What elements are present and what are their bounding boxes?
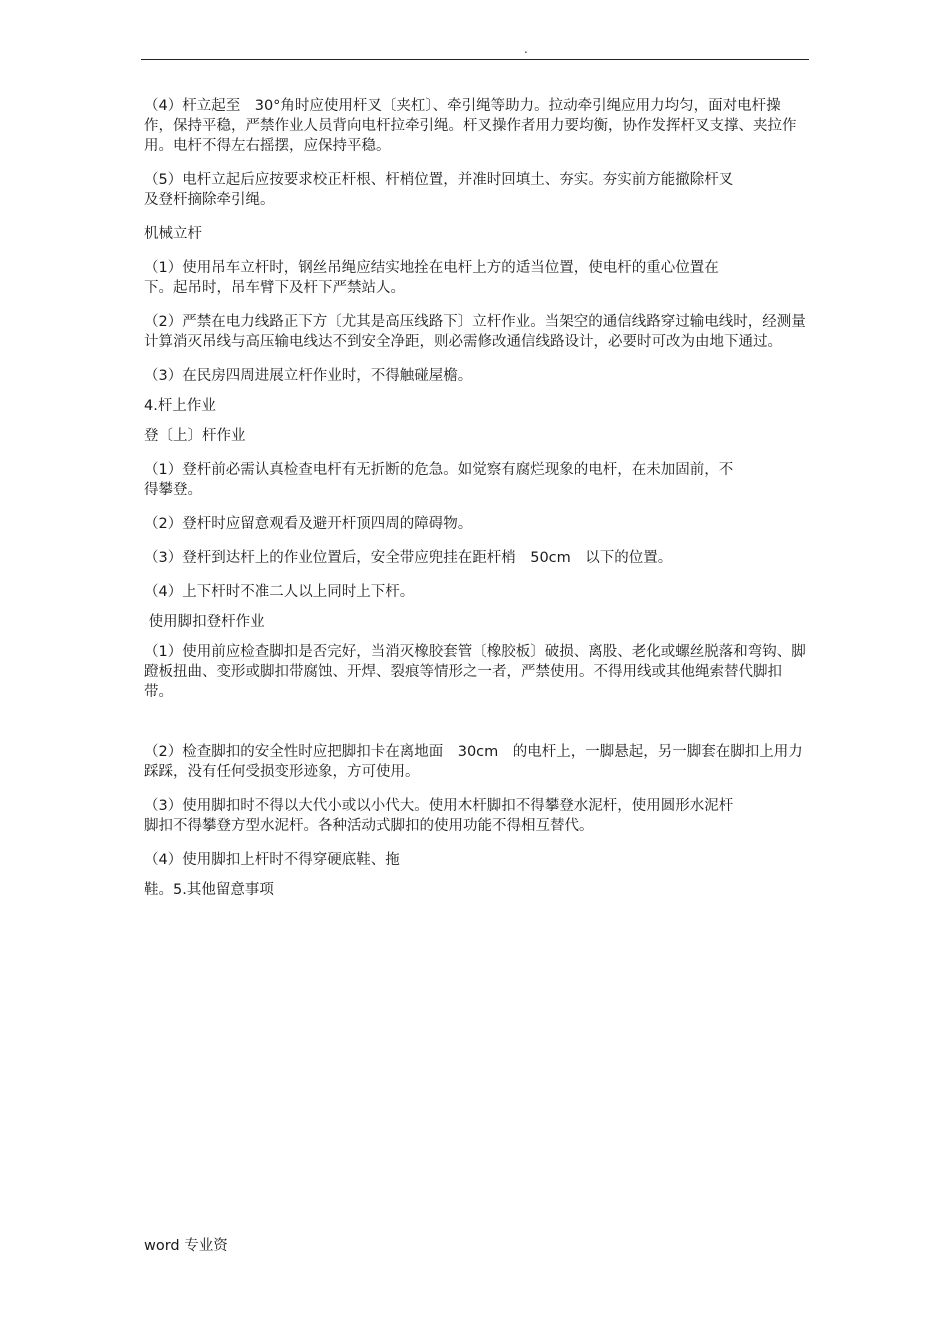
- section-heading-mechanical-raising: 机械立杆: [144, 226, 202, 242]
- header-dot: .: [524, 42, 528, 56]
- paragraph-avoid-obstacles: （2）登杆时应留意观看及避开杆顶四周的障碍物。: [144, 516, 473, 532]
- paragraph-check-before-climb: （1）登杆前必需认真检查电杆有无折断的危急。如觉察有腐烂现象的电杆，在未加固前，不 得攀登。: [144, 462, 734, 498]
- paragraph-near-houses: （3）在民房四周进展立杆作业时，不得触碰屋檐。: [144, 368, 473, 384]
- header-rule: [141, 59, 809, 60]
- paragraph-pole-correction: （5）电杆立起后应按要求校正杆根、杆梢位置，并准时回填土、夯实。夯实前方能撤除杆叉 及登杆摘除牵引绳。: [144, 172, 734, 208]
- section-heading-foot-clamp: 使用脚扣登杆作业: [144, 614, 265, 630]
- paragraph-no-hard-shoes: （4）使用脚扣上杆时不得穿硬底鞋、拖: [144, 852, 400, 868]
- paragraph-crane-raising: （1）使用吊车立杆时，钢丝吊绳应结实地拴在电杆上方的适当位置，使电杆的重心位置在 下。起吊时，吊车臂下及杆下严禁站人。: [144, 260, 719, 296]
- paragraph-pole-raise-30deg: （4）杆立起至 30°角时应使用杆叉〔夹杠〕、牵引绳等助力。拉动牵引绳应用力均匀，面对电杆操作，保持平稳，严禁作业人员背向电杆拉牵引绳。杆叉操作者用力要均衡，协作发挥杆叉支撑、夹拉作用。电杆不得左右摇摆，应保持平稳。: [144, 98, 797, 154]
- document-body: [144, 96, 809, 914]
- paragraph-one-at-a-time: （4）上下杆时不准二人以上同时上下杆。: [144, 584, 415, 600]
- paragraph-under-power-line: （2）严禁在电力线路正下方〔尤其是高压线路下〕立杆作业。当架空的通信线路穿过输电线时，经测量计算消灭吊线与高压输电线达不到安全净距，则必需修改通信线路设计，必要时可改为由地下通过。: [144, 314, 806, 350]
- paragraph-test-clamp: （2）检查脚扣的安全性时应把脚扣卡在离地面 30cm 的电杆上，一脚悬起，另一脚套在脚扣上用力踩踩，没有任何受损变形迹象，方可使用。: [144, 744, 803, 780]
- footer-text: word 专业资: [144, 1238, 228, 1254]
- paragraph-inspect-clamp: （1）使用前应检查脚扣是否完好，当消灭橡胶套管〔橡胶板〕破损、离股、老化或螺丝脱落和弯钩、脚蹬板扭曲、变形或脚扣带腐蚀、开焊、裂痕等情形之一者，严禁使用。不得用线或其他绳索替代脚扣带。: [144, 644, 806, 700]
- section-heading-pole-work: 4.杆上作业: [144, 398, 216, 414]
- section-heading-climbing: 登〔上〕杆作业: [144, 428, 246, 444]
- paragraph-clamp-size: （3）使用脚扣时不得以大代小或以小代大。使用木杆脚扣不得攀登水泥杆，使用圆形水泥杆 脚扣不得攀登方型水泥杆。各种活动式脚扣的使用功能不得相互替代。: [144, 798, 734, 834]
- paragraph-safety-belt: （3）登杆到达杆上的作业位置后，安全带应兜挂在距杆梢 50cm 以下的位置。: [144, 550, 673, 566]
- paragraph-other-notes: 鞋。5.其他留意事项: [144, 882, 274, 898]
